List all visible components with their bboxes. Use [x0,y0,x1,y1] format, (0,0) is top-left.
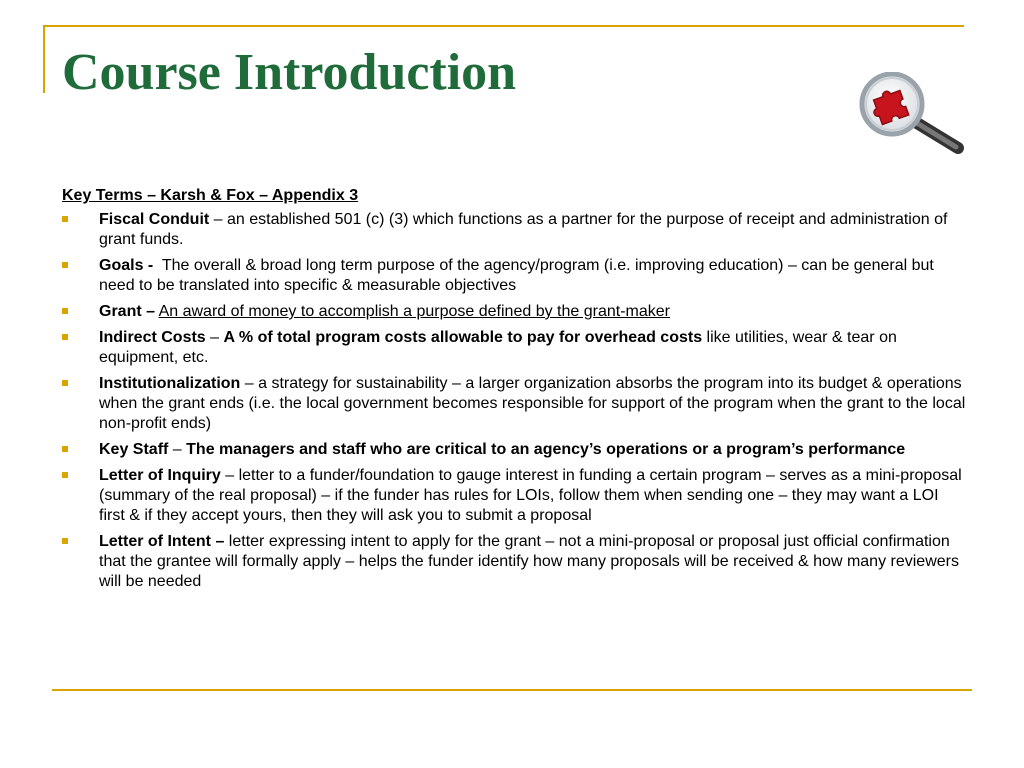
square-bullet-icon [62,380,68,386]
square-bullet-icon [62,262,68,268]
term-label: Letter of Inquiry [99,467,221,484]
square-bullet-icon [62,216,68,222]
top-divider [44,25,964,27]
square-bullet-icon [62,472,68,478]
square-bullet-icon [62,538,68,544]
term-label: Goals - [99,257,154,274]
bottom-divider [52,689,972,691]
list-item [62,302,967,322]
square-bullet-icon [62,334,68,340]
term-definition: a strategy for sustainability – a larger organization absorbs the program into its budget & operations when the grant ends (i.e. the local government becomes responsible for support of the program when the grant to the local non-profit ends) [99,375,966,432]
key-terms-list [62,210,967,592]
term-definition: letter expressing intent to apply for the grant – not a mini-proposal or proposal just official confirmation that the grantee will formally apply – helps the funder identify how many proposals will be received & how many reviewers will be needed [99,533,959,590]
term-label: Key Staff [99,441,169,458]
list-item: Institutionalization – a strategy for sustainability – a larger organization absorbs the program into its budget & operations when the grant ends (i.e. the local government becomes responsible for support of the program when the grant to the local non-profit ends) [62,374,967,434]
square-bullet-icon [62,308,68,314]
list-item: Fiscal Conduit – an established 501 (c) (3) which functions as a partner for the purpose of receipt and administration of grant funds. [62,210,967,250]
magnifying-glass-puzzle-icon [852,72,968,154]
key-terms-heading: Key Terms – Karsh & Fox – Appendix 3 [62,187,359,204]
term-definition: A % of total program costs allowable to pay for overhead costs [223,329,703,346]
term-label: Fiscal Conduit [99,211,210,228]
list-item: Key Staff – The managers and staff who are critical to an agency’s operations or a program’s performance [62,440,967,460]
term-definition: an established 501 (c) (3) which functions as a partner for the purpose of receipt and administration of grant funds. [99,211,948,248]
term-label: Letter of Intent – [99,533,225,550]
term-definition: The managers and staff who are critical to an agency’s operations or a program’s performance [186,441,906,458]
left-divider [43,25,45,93]
term-definition: An award of money to accomplish a purpose defined by the grant-maker [158,303,670,320]
term-label: Institutionalization [99,375,241,392]
term-label: Grant – [99,303,156,320]
term-definition: letter to a funder/foundation to gauge interest in funding a certain program – serves as a mini-proposal (summary of the real proposal) – if the funder has rules for LOIs, follow them when sending one – they may want a LOI first & if they accept yours, then they will ask you to submit a proposal [99,467,962,524]
list-item: Indirect Costs – A % of total program costs allowable to pay for overhead costs like utilities, wear & tear on equipment, etc. [62,328,967,368]
key-terms-section [62,186,967,598]
square-bullet-icon [62,446,68,452]
list-item [62,256,967,296]
term-label: Indirect Costs [99,329,206,346]
list-item [62,532,967,592]
slide-title: Course Introduction [62,44,517,101]
term-definition-extra: like utilities, wear & tear on equipment, etc. [99,329,897,366]
term-definition: The overall & broad long term purpose of the agency/program (i.e. improving education) – can be general but need to be translated into specific & measurable objectives [99,257,934,294]
list-item: Letter of Inquiry – letter to a funder/foundation to gauge interest in funding a certain program – serves as a mini-proposal (summary of the real proposal) – if the funder has rules for LOIs, follow them when sending one – they may want a LOI first & if they accept yours, then they will ask you to submit a proposal [62,466,967,526]
